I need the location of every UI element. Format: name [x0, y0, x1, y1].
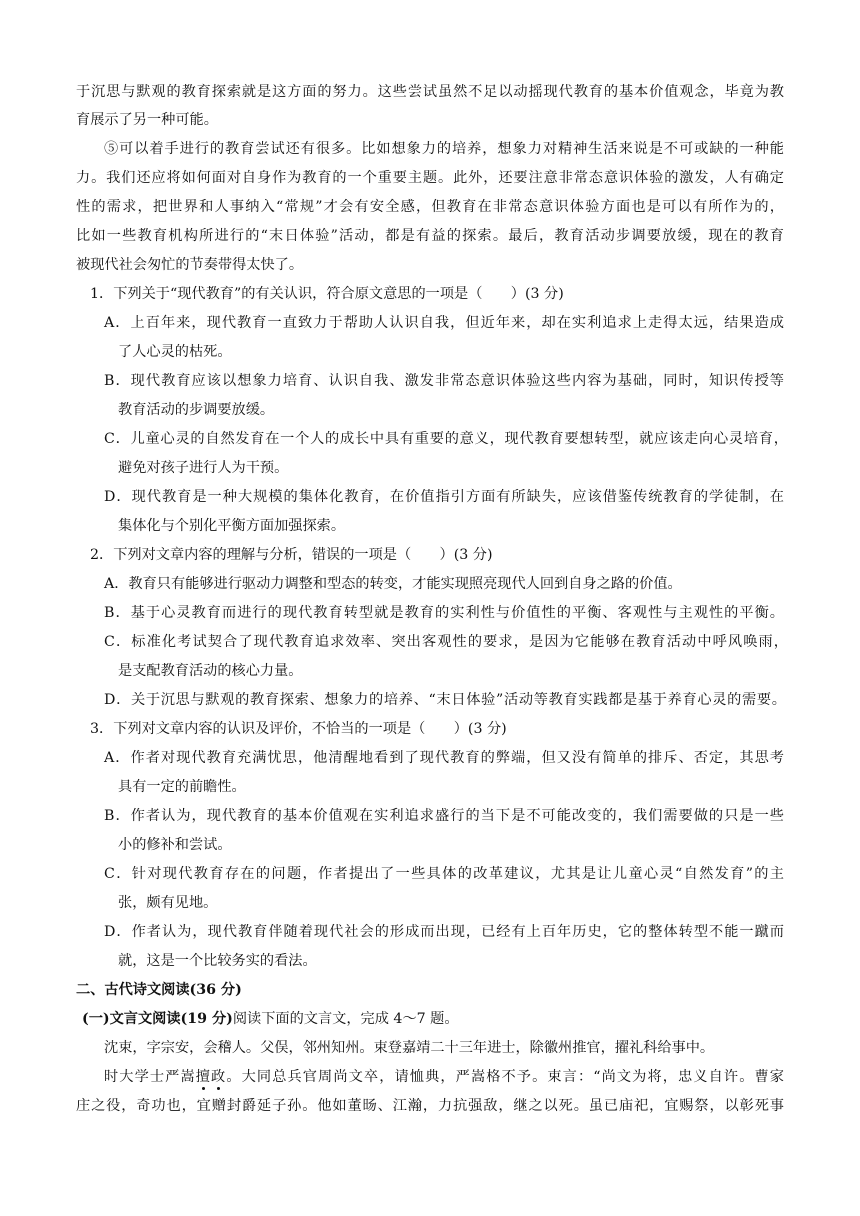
question-1-option-d-cont: 集体化与个别化平衡方面加强探索。 [118, 518, 346, 534]
question-1-option-a-cont: 了人心灵的枯死。 [118, 344, 232, 360]
passage-line: 比如一些教育机构所进行的“末日体验”活动，都是有益的探索。最后，教育活动步调要放缓，现在的教育 [76, 228, 784, 244]
question-3-option-b-cont: 小的修补和尝试。 [118, 837, 232, 853]
classical-text-line: 沈束，字宗安，会稽人。父俣，邻州知州。束登嘉靖二十三年进士，除徽州推官，擢礼科给事中。 [104, 1040, 715, 1056]
passage-line: ⑤可以着手进行的教育尝试还有很多。比如想象力的培养，想象力对精神生活来说是不可或缺的一种能 [104, 141, 784, 157]
question-1-option-d: D．现代教育是一种大规模的集体化教育，在价值指引方面有所缺失，应该借鉴传统教育的学徒制，在 [104, 489, 784, 505]
question-3-option-d: D．作者认为，现代教育伴随着现代社会的形成而出现，已经有上百年历史，它的整体转型不能一蹴而 [104, 924, 784, 940]
question-1-option-c: C．儿童心灵的自然发育在一个人的成长中具有重要的意义，现代教育要想转型，就应该走向心灵培育， [104, 431, 788, 447]
question-2-option-d: D．关于沉思与默观的教育探索、想象力的培养、“末日体验”活动等教育实践都是基于养育心灵的需要。 [104, 692, 786, 708]
classical-text-segment: 时大学士严嵩 [104, 1069, 196, 1085]
emphasis-char: 政 [211, 1069, 227, 1085]
question-3-option-b: B．作者认为，现代教育的基本价值观在实利追求盛行的当下是不可能改变的，我们需要做的只是一些 [104, 808, 784, 824]
classical-text-line: 庄之役，奇功也，宜赠封爵延子孙。他如董旸、江瀚，力抗强敌，继之以死。虽已庙祀，宜赐祭，以彰死事 [76, 1098, 784, 1114]
question-1-option-b: B．现代教育应该以想象力培育、认识自我、激发非常态意识体验这些内容为基础，同时，知识传授等 [104, 373, 784, 389]
question-2-option-a: A．教育只有能够进行驱动力调整和型态的转变，才能实现照亮现代人回到自身之路的价值。 [104, 576, 682, 592]
classical-text-line [104, 1067, 784, 1087]
question-3-stem: 3．下列对文章内容的认识及评价，不恰当的一项是（ ）(3 分) [90, 721, 507, 737]
subsection-intro [82, 1009, 459, 1029]
emphasis-char: 擅 [195, 1069, 212, 1085]
passage-line: 被现代社会匆忙的节奏带得太快了。 [76, 257, 304, 273]
passage-line: 育展示了另一种可能。 [76, 112, 218, 128]
subsection-instruction: 阅读下面的文言文，完成 4～7 题。 [232, 1011, 459, 1027]
question-1-option-a: A．上百年来，现代教育一直致力于帮助人认识自我，但近年来，却在实利追求上走得太远，结果造成 [104, 315, 784, 331]
question-2-option-c: C．标准化考试契合了现代教育追求效率、突出客观性的要求，是因为它能够在教育活动中呼风唤雨， [104, 634, 788, 650]
question-1-option-b-cont: 教育活动的步调要放缓。 [118, 402, 275, 418]
passage-line: 于沉思与默观的教育探索就是这方面的努力。这些尝试虽然不足以动摇现代教育的基本价值观念，毕竟为教 [76, 84, 784, 100]
question-3-option-a-cont: 具有一定的前瞻性。 [118, 779, 246, 795]
subsection-label: (一)文言文阅读(19 分) [82, 1011, 233, 1027]
passage-line: 力。我们还应将如何面对自身作为教育的一个重要主题。此外，还要注意非常态意识体验的激发，人有确定 [76, 170, 784, 186]
question-2-option-c-cont: 是支配教育活动的核心力量。 [118, 663, 303, 679]
question-1-option-c-cont: 避免对孩子进行人为干预。 [118, 460, 289, 476]
question-3-option-c: C．针对现代教育存在的问题，作者提出了一些具体的改革建议，尤其是让儿童心灵“自然发育”的主 [104, 866, 784, 882]
question-3-option-a: A．作者对现代教育充满忧思，他清醒地看到了现代教育的弊端，但又没有简单的排斥、否定，其思考 [104, 750, 784, 766]
passage-line: 性的需求，把世界和人事纳入“常规”才会有安全感，但教育在非常态意识体验方面也是可以有所作为的， [76, 199, 784, 215]
section-heading: 二、古代诗文阅读(36 分) [76, 982, 242, 998]
question-1-stem: 1．下列关于“现代教育”的有关认识，符合原文意思的一项是（ ）(3 分) [90, 286, 564, 302]
question-2-stem: 2．下列对文章内容的理解与分析，错误的一项是（ ）(3 分) [90, 547, 493, 563]
classical-text-segment: 。大同总兵官周尚文卒，请恤典，严嵩格不予。束言：“尚文为将，忠义自许。曹家 [226, 1069, 784, 1085]
question-2-option-b: B．基于心灵教育而进行的现代教育转型就是教育的实利性与价值性的平衡、客观性与主观性的平衡。 [104, 605, 784, 621]
question-3-option-c-cont: 张，颇有见地。 [118, 895, 218, 911]
question-3-option-d-cont: 就，这是一个比较务实的看法。 [118, 953, 317, 969]
